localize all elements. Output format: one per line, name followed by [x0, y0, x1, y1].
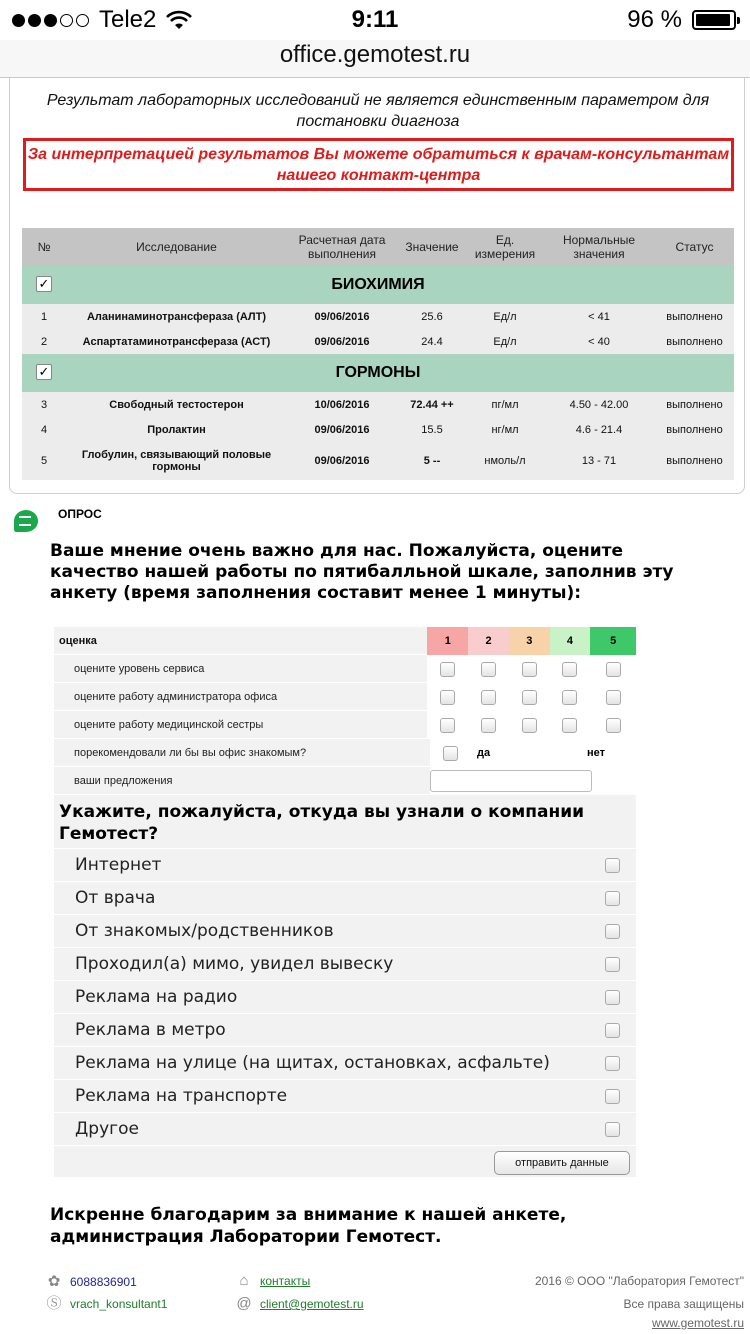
- address-bar[interactable]: office.gemotest.ru: [0, 40, 750, 78]
- source-question: Укажите, пожалуйста, откуда вы узнали о компании Гемотест?: [59, 802, 585, 844]
- survey-chat-icon: [14, 510, 38, 532]
- row-unit: Ед/л: [493, 335, 517, 348]
- rating-checkbox-2[interactable]: [481, 718, 496, 733]
- contacts-link-item[interactable]: [236, 1273, 310, 1289]
- row-unit: Ед/л: [493, 310, 517, 323]
- row-norm: < 41: [588, 310, 610, 323]
- rating-checkbox-4[interactable]: [562, 662, 577, 677]
- results-card: [9, 78, 745, 494]
- source-checkbox[interactable]: [605, 891, 620, 906]
- icq-number[interactable]: 6088836901: [70, 1275, 137, 1289]
- icq-flower-icon: ✿: [47, 1273, 61, 1290]
- status-right: [627, 6, 736, 34]
- source-checkbox[interactable]: [605, 957, 620, 972]
- row-test: Глобулин, связывающий половые гормоны: [81, 449, 272, 473]
- table-row[interactable]: [22, 417, 734, 442]
- source-option-label: От врача: [75, 888, 156, 908]
- suggestions-input[interactable]: [430, 770, 592, 792]
- scale-1: 1: [427, 627, 468, 655]
- source-option-label: От знакомых/родственников: [75, 921, 334, 941]
- question-label: оцените работу администратора офиса: [54, 683, 427, 711]
- row-status: выполнено: [666, 455, 723, 467]
- suggestions-row: [54, 767, 636, 795]
- group-title: ГОРМОНЫ: [335, 364, 421, 381]
- rating-row-nurse: [54, 711, 636, 739]
- row-date: 09/06/2016: [314, 423, 370, 436]
- rights: Все права защищены: [623, 1297, 744, 1311]
- row-number: 2: [40, 335, 48, 348]
- source-checkbox[interactable]: [605, 1056, 620, 1071]
- status-bar: [0, 0, 750, 40]
- source-option[interactable]: [54, 1046, 636, 1079]
- rating-checkbox-4[interactable]: [562, 718, 577, 733]
- row-value: 5 --: [423, 455, 441, 467]
- source-checkbox[interactable]: [605, 858, 620, 873]
- skype-contact[interactable]: [46, 1296, 167, 1312]
- row-number: 4: [40, 423, 48, 436]
- row-value: 15.5: [421, 423, 443, 436]
- clock: 9:11: [351, 6, 399, 33]
- scale-2: 2: [468, 627, 509, 655]
- source-option-label: Интернет: [75, 855, 162, 875]
- question-label: оцените уровень сервиса: [54, 655, 427, 683]
- question-label: порекомендовали ли бы вы офис знакомым?: [54, 739, 430, 767]
- submit-button[interactable]: отправить данные: [494, 1151, 630, 1175]
- email-link[interactable]: client@gemotest.ru: [260, 1297, 364, 1311]
- col-date: Расчетная дата выполнения: [298, 233, 386, 261]
- thanks-message: Искренне благодарим за внимание к нашей анкете, администрация Лаборатории Гемотест.: [50, 1205, 567, 1247]
- source-option[interactable]: [54, 1013, 636, 1046]
- results-table: [22, 228, 734, 480]
- row-number: 3: [40, 398, 48, 411]
- rating-checkbox-1[interactable]: [440, 690, 455, 705]
- row-test: Свободный тестостерон: [109, 398, 244, 411]
- rating-label: оценка: [54, 627, 427, 655]
- rating-checkbox-4[interactable]: [562, 690, 577, 705]
- rating-checkbox-3[interactable]: [522, 718, 537, 733]
- col-status: Статус: [675, 240, 714, 254]
- source-form: [54, 795, 636, 1177]
- consultation-warning: За интерпретацией результатов Вы можете обратиться к врачам-консультантам нашего контакт-центра: [23, 138, 734, 191]
- row-status: выполнено: [666, 398, 723, 411]
- source-option[interactable]: [54, 914, 636, 947]
- battery-percent: 96 %: [627, 6, 682, 33]
- source-checkbox[interactable]: [605, 1023, 620, 1038]
- source-option-label: Реклама на радио: [75, 987, 238, 1007]
- source-option-label: Реклама в метро: [75, 1020, 226, 1040]
- rating-row-admin: [54, 683, 636, 711]
- row-value: 25.6: [421, 310, 443, 323]
- source-option-label: Реклама на транспорте: [75, 1086, 288, 1106]
- row-number: 5: [40, 455, 48, 467]
- source-option-label: Другое: [75, 1119, 139, 1139]
- rating-checkbox-1[interactable]: [440, 662, 455, 677]
- group-header-hormones[interactable]: [22, 354, 734, 392]
- group-header-biochemistry[interactable]: [22, 266, 734, 304]
- source-option[interactable]: [54, 980, 636, 1013]
- rating-checkbox-3[interactable]: [522, 690, 537, 705]
- table-row[interactable]: [22, 304, 734, 329]
- email-link-item[interactable]: [236, 1296, 364, 1312]
- source-option-label: Реклама на улице (на щитах, остановках, асфальте): [75, 1053, 550, 1073]
- row-value: 24.4: [421, 335, 443, 348]
- rating-checkbox-3[interactable]: [522, 662, 537, 677]
- rating-checkbox-5[interactable]: [606, 662, 621, 677]
- results-table-header: [22, 228, 734, 266]
- col-value: Значение: [405, 240, 459, 254]
- contacts-link[interactable]: контакты: [260, 1274, 311, 1288]
- rating-checkbox-2[interactable]: [481, 690, 496, 705]
- source-checkbox[interactable]: [605, 990, 620, 1005]
- row-norm: 13 - 71: [581, 455, 617, 467]
- row-status: выполнено: [666, 310, 723, 323]
- rating-checkbox-2[interactable]: [481, 662, 496, 677]
- row-norm: 4.6 - 21.4: [575, 423, 623, 436]
- recommend-no-label: нет: [587, 747, 606, 759]
- table-row[interactable]: [22, 442, 734, 480]
- row-unit: пг/мл: [491, 398, 519, 411]
- source-option[interactable]: [54, 947, 636, 980]
- source-option[interactable]: [54, 848, 636, 881]
- rating-checkbox-5[interactable]: [606, 690, 621, 705]
- skype-icon: Ⓢ: [46, 1295, 62, 1312]
- carrier-name: Tele2: [99, 6, 157, 33]
- recommend-yes-label: да: [477, 747, 491, 759]
- row-date: 09/06/2016: [314, 335, 370, 348]
- scale-3: 3: [509, 627, 550, 655]
- source-checkbox[interactable]: [605, 924, 620, 939]
- scale-4: 4: [550, 627, 591, 655]
- row-status: выполнено: [666, 423, 723, 436]
- battery-icon: [692, 10, 736, 30]
- col-norm: Нормальные значения: [562, 233, 636, 261]
- row-norm: 4.50 - 42.00: [569, 398, 629, 411]
- source-option[interactable]: [54, 1112, 636, 1145]
- col-test: Исследование: [136, 240, 217, 254]
- row-date: 09/06/2016: [314, 455, 370, 467]
- rating-header-row: [54, 627, 636, 655]
- row-date: 10/06/2016: [314, 398, 370, 411]
- rating-checkbox-1[interactable]: [440, 718, 455, 733]
- row-test: Аспартатаминотрансфераза (АСТ): [82, 335, 271, 348]
- source-option[interactable]: [54, 881, 636, 914]
- row-unit: нмоль/л: [484, 455, 526, 467]
- col-unit: Ед. измерения: [474, 233, 536, 261]
- disclaimer-text: Результат лабораторных исследований не является единственным параметром для постановки диагноза: [46, 92, 710, 130]
- recommend-row: [54, 739, 636, 767]
- group-checkbox[interactable]: ✓: [36, 364, 52, 380]
- row-test: Аланинаминотрансфераза (АЛТ): [86, 310, 267, 323]
- group-title: БИОХИМИЯ: [331, 276, 425, 293]
- row-value: 72.44 ++: [410, 398, 454, 411]
- row-unit: нг/мл: [491, 423, 519, 436]
- row-test: Пролактин: [147, 423, 206, 436]
- suggestions-label: ваши предложения: [54, 767, 430, 795]
- rating-form: [54, 627, 636, 795]
- row-number: 1: [40, 310, 48, 323]
- row-norm: < 40: [588, 335, 610, 348]
- icq-contact[interactable]: [46, 1274, 137, 1290]
- copyright: 2016 © ООО "Лаборатория Гемотест": [534, 1274, 744, 1288]
- skype-name[interactable]: vrach_konsultant1: [70, 1297, 168, 1311]
- row-date: 09/06/2016: [314, 310, 370, 323]
- source-checkbox[interactable]: [605, 1122, 620, 1137]
- rating-checkbox-5[interactable]: [606, 718, 621, 733]
- rating-row-service: [54, 655, 636, 683]
- row-status: выполнено: [666, 335, 723, 348]
- table-row[interactable]: [22, 392, 734, 417]
- source-checkbox[interactable]: [605, 1089, 620, 1104]
- col-number: №: [37, 240, 51, 254]
- table-row[interactable]: [22, 329, 734, 354]
- recommend-yes-checkbox[interactable]: [443, 746, 458, 761]
- question-label: оцените работу медицинской сестры: [54, 711, 427, 739]
- group-checkbox[interactable]: ✓: [36, 276, 52, 292]
- source-option[interactable]: [54, 1079, 636, 1112]
- scale-5: 5: [590, 627, 636, 655]
- survey-intro: Ваше мнение очень важно для нас. Пожалуйста, оцените качество нашей работы по пятибалльной шкале, заполнив эту анкету (время заполнения составит менее 1 минуты):: [50, 541, 674, 603]
- survey-title: ОПРОС: [58, 507, 102, 521]
- footer: [0, 1270, 750, 1334]
- home-icon: ⌂: [239, 1272, 249, 1289]
- source-option-label: Проходил(а) мимо, увидел вывеску: [75, 954, 394, 974]
- submit-row: [54, 1145, 636, 1177]
- at-icon: @: [236, 1295, 252, 1312]
- site-link[interactable]: www.gemotest.ru: [651, 1316, 744, 1330]
